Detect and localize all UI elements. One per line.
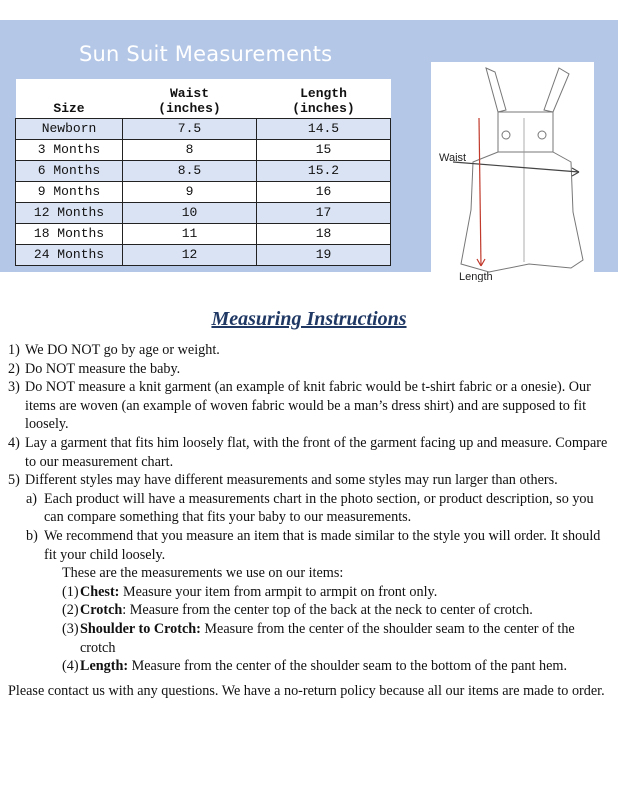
- waist-label: Waist: [439, 152, 467, 164]
- cell-size: 6 Months: [16, 161, 123, 182]
- table-row: [16, 245, 391, 266]
- cell-size: 12 Months: [16, 203, 123, 224]
- list-item: [8, 341, 608, 360]
- cell-size: Newborn: [16, 119, 123, 140]
- button-left-icon: [502, 131, 510, 139]
- list-item: [8, 434, 608, 471]
- cell-waist: 12: [123, 245, 257, 266]
- measure-item: [8, 583, 608, 602]
- measure-item: [8, 657, 608, 676]
- measure-label: Crotch: [80, 602, 123, 619]
- table-row: [16, 161, 391, 182]
- header-length: Length (inches): [257, 79, 391, 119]
- cell-waist: 9: [123, 182, 257, 203]
- measure-text: Measure your item from armpit to armpit on front only.: [119, 583, 438, 600]
- table-row: [16, 119, 391, 140]
- cell-length: 16: [257, 182, 391, 203]
- item-number: 3): [8, 379, 20, 396]
- measure-number: (3): [62, 620, 79, 637]
- list-item: [8, 471, 608, 490]
- item-number: 4): [8, 434, 20, 451]
- measure-text: Measure from the center of the shoulder seam to the center of the crotch: [80, 620, 575, 656]
- cell-length: 19: [257, 245, 391, 266]
- sunsuit-sketch: [431, 62, 594, 282]
- sub-item-text: We recommend that you measure an item that is made similar to the style you will order. It should fit your child loosely.: [44, 527, 601, 563]
- item-text: We DO NOT go by age or weight.: [25, 342, 220, 358]
- table-row: [16, 203, 391, 224]
- cell-length: 18: [257, 224, 391, 245]
- list-item: [8, 360, 608, 379]
- cell-size: 24 Months: [16, 245, 123, 266]
- sub-item-number: b): [26, 527, 38, 544]
- table-header-row: [16, 79, 391, 119]
- item-text: Different styles may have different measurements and some styles may run larger than others.: [25, 472, 558, 489]
- cell-length: 17: [257, 203, 391, 224]
- item-text: Do NOT measure the baby.: [25, 360, 181, 377]
- item-text: Do NOT measure a knit garment (an example of knit fabric would be t-shirt fabric or a onesie). Our items are woven (an example of woven fabric would be a man’s dress shirt) and are supposed to fit loosely.: [25, 379, 591, 433]
- measure-item: [8, 620, 608, 657]
- measure-number: (2): [62, 602, 79, 619]
- table-row: [16, 182, 391, 203]
- measure-item: [8, 601, 608, 620]
- instructions-title: Measuring Instructions: [211, 308, 407, 330]
- cell-waist: 8: [123, 140, 257, 161]
- table-row: [16, 140, 391, 161]
- measure-text: Measure from the center of the shoulder seam to the bottom of the pant hem.: [128, 658, 567, 675]
- measure-number: (4): [62, 658, 79, 675]
- item-text: Lay a garment that fits him loosely flat, with the front of the garment facing up and measure. Compare to our measurement chart.: [25, 434, 608, 470]
- item-number: 1): [8, 342, 20, 358]
- sub-list-item: [8, 527, 608, 564]
- item-number: 5): [8, 472, 20, 489]
- measure-intro: These are the measurements we use on our items:: [62, 565, 344, 582]
- measurements-banner: [0, 20, 618, 282]
- length-label: Length: [459, 271, 493, 282]
- header-waist: Waist (inches): [123, 79, 257, 119]
- sub-list-item: [8, 490, 608, 527]
- cell-waist: 7.5: [123, 119, 257, 140]
- contact-note: Please contact us with any questions. We have a no-return policy because all our items are made to order.: [8, 682, 605, 699]
- cell-waist: 8.5: [123, 161, 257, 182]
- list-item: [8, 378, 608, 434]
- measure-number: (1): [62, 583, 79, 600]
- sub-item-number: a): [26, 490, 38, 507]
- item-number: 2): [8, 360, 20, 377]
- cell-waist: 11: [123, 224, 257, 245]
- button-right-icon: [538, 131, 546, 139]
- cell-size: 3 Months: [16, 140, 123, 161]
- header-size: Size: [16, 79, 123, 119]
- measure-label: Chest:: [80, 583, 120, 600]
- cell-size: 18 Months: [16, 224, 123, 245]
- measure-label: Length:: [80, 658, 129, 675]
- cell-length: 14.5: [257, 119, 391, 140]
- sub-item-text: Each product will have a measurements chart in the photo section, or product description, so you can compare something that fits your baby to our measurements.: [44, 490, 594, 526]
- cell-waist: 10: [123, 203, 257, 224]
- cell-length: 15: [257, 140, 391, 161]
- measure-label: Shoulder to Crotch:: [80, 620, 201, 637]
- sunsuit-diagram: [431, 62, 594, 282]
- cell-length: 15.2: [257, 161, 391, 182]
- cell-size: 9 Months: [16, 182, 123, 203]
- banner-title: Sun Suit Measurements: [79, 42, 333, 66]
- table-row: [16, 224, 391, 245]
- size-chart-table: [15, 79, 391, 266]
- measure-text: : Measure from the center top of the back at the neck to center of crotch.: [122, 602, 533, 619]
- instructions-body: [8, 341, 608, 700]
